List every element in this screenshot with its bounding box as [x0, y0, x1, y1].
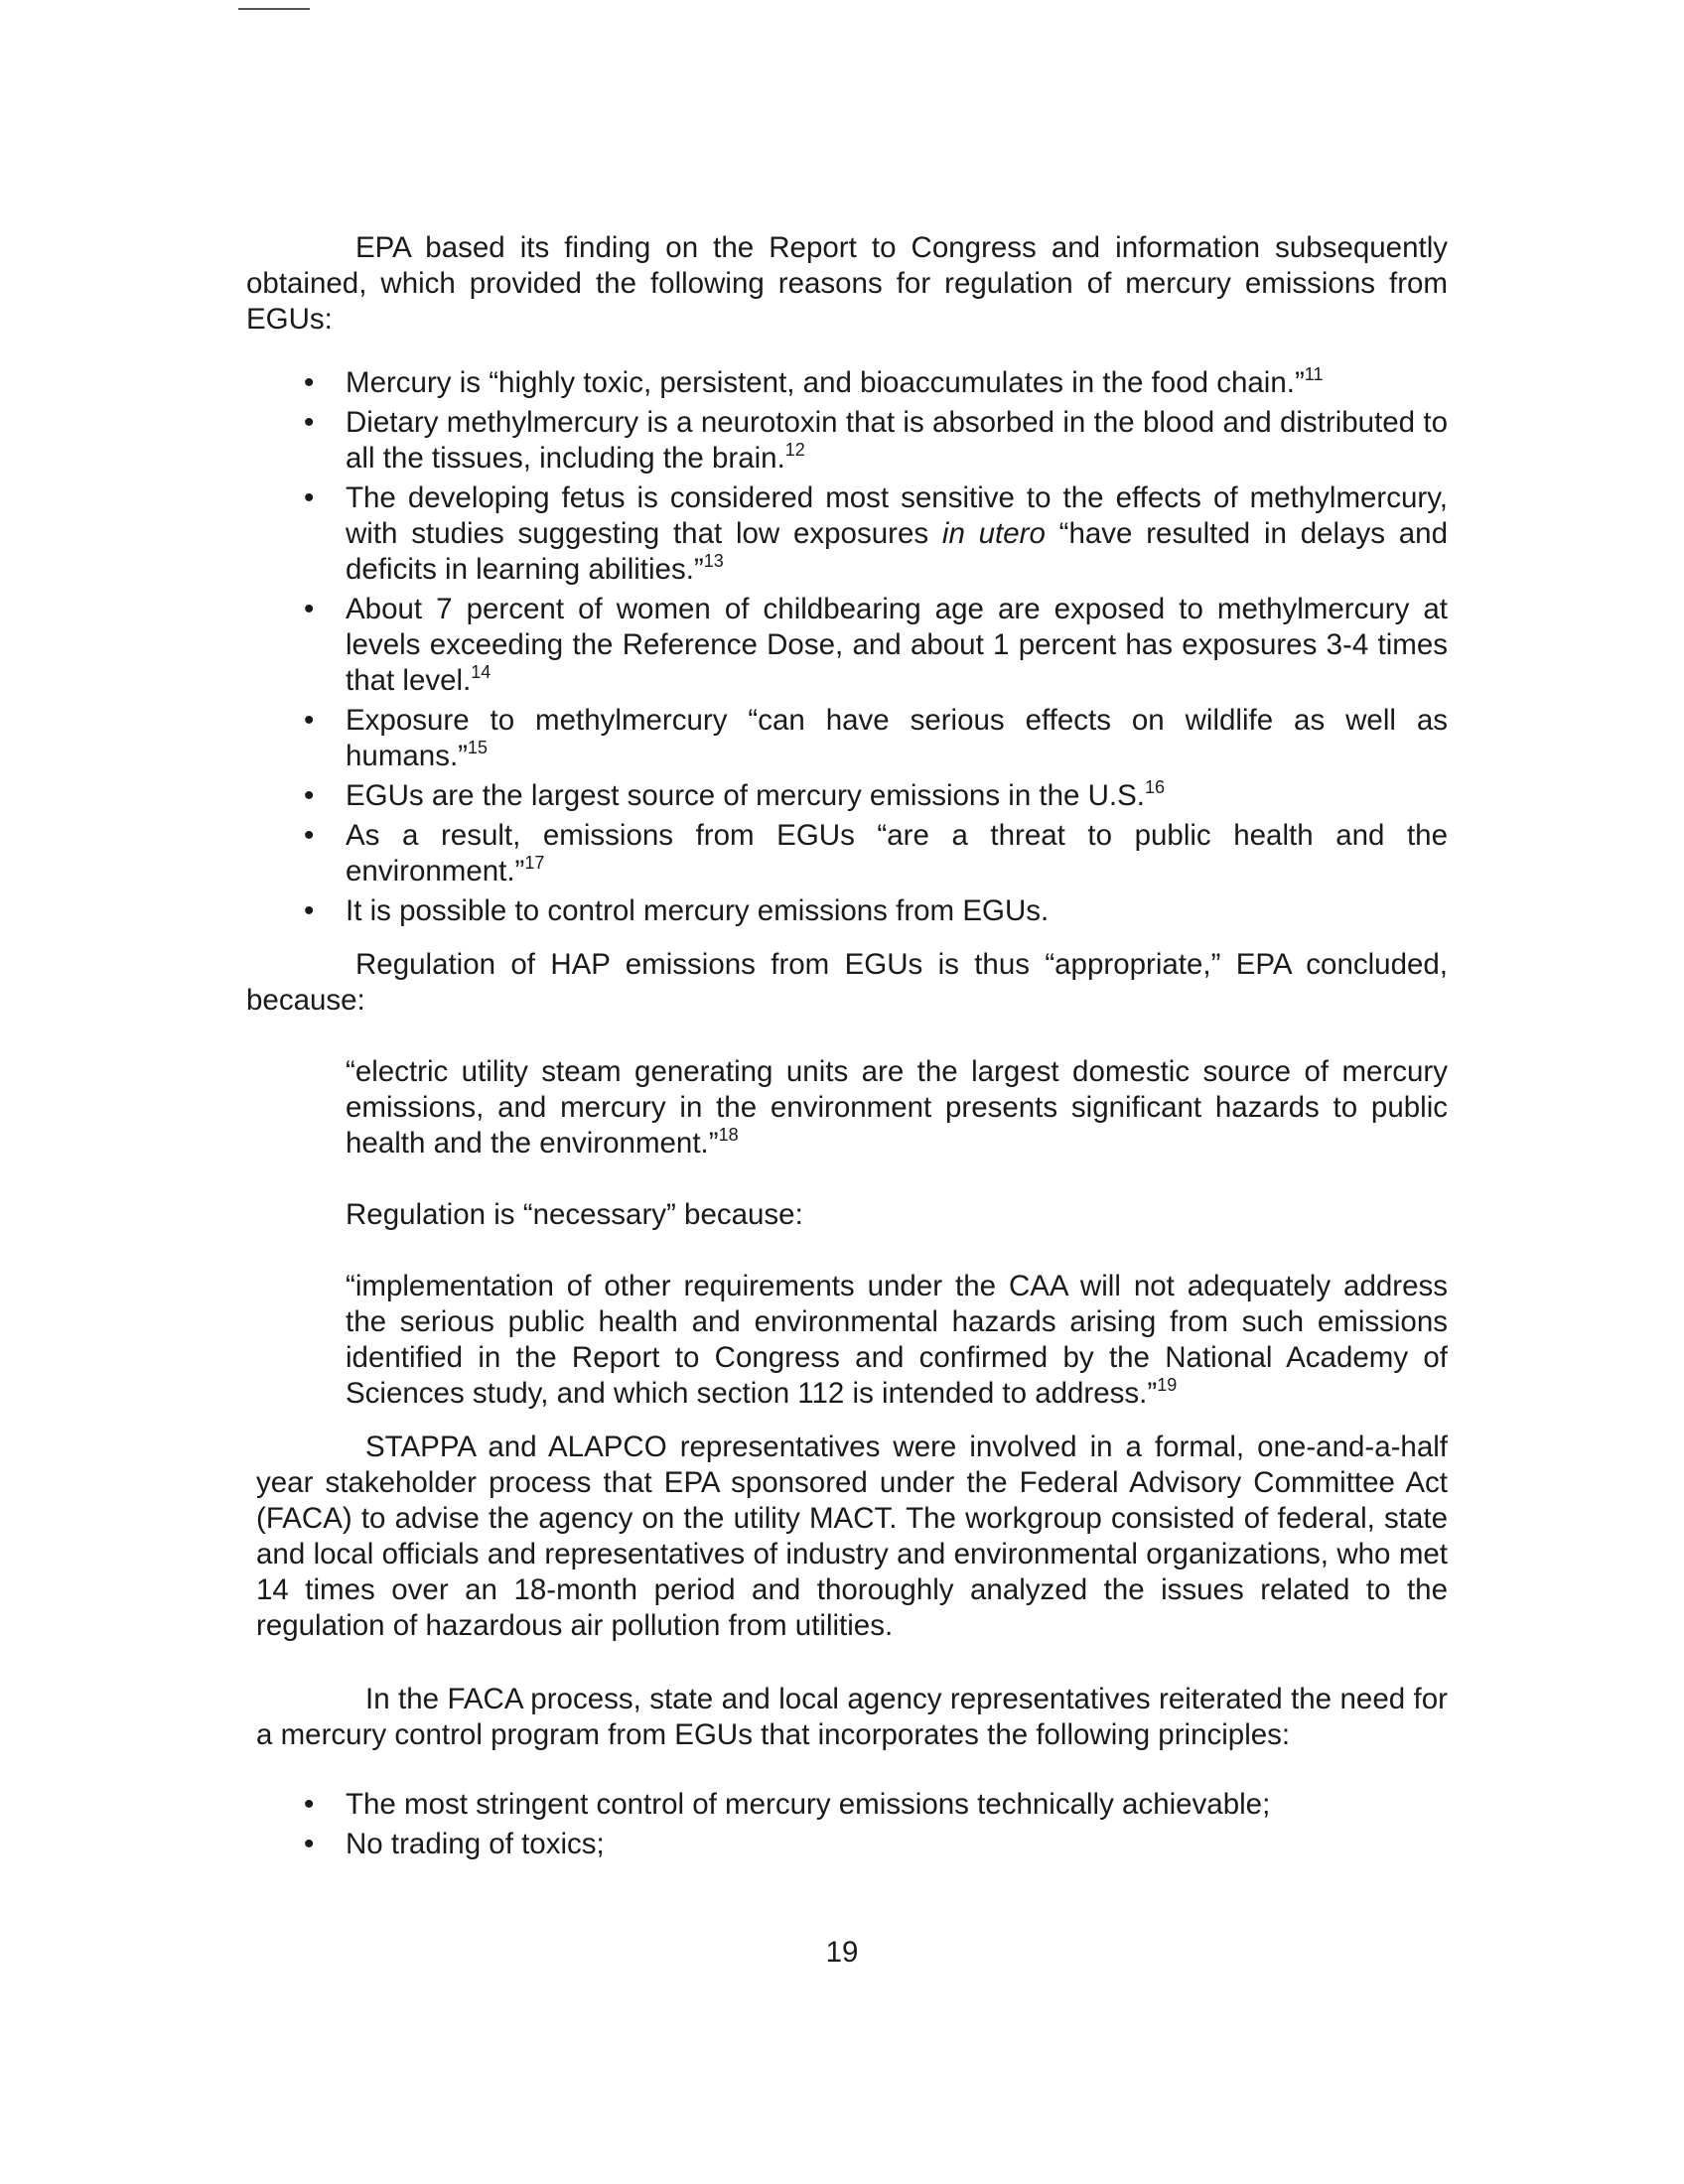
- necessary-paragraph: Regulation is “necessary” because:: [346, 1198, 803, 1231]
- block-quote-necessary: “implementation of other requirements under the CAA will not adequately address the serious public health and environmental hazards arising from such emissions identified in the Report to Congress and confirmed by the National Academy of Sciences study, and which section 112 is intended to address.”$^{19}$: [346, 1270, 1448, 1410]
- bullet-icon: •: [304, 1828, 315, 1860]
- reasons-list: [304, 364, 1448, 933]
- footnote-ref: 12: [784, 440, 805, 460]
- list-item: • No trading of toxics;: [304, 1828, 605, 1860]
- list-item: • About 7 percent of women of childbearing age are exposed to methylmercury at levels exceeding the Reference Dose, and about 1 percent has exposures 3-4 times that level.$^{14}$: [304, 593, 1448, 697]
- bullet-icon: •: [304, 593, 315, 625]
- footnote-ref: 17: [524, 853, 545, 873]
- faca-paragraph: In the FACA process, state and local agency representatives reiterated the need for a mercury control program from EGUs that incorporates the following principles:: [256, 1683, 1448, 1751]
- list-item: • EGUs are the largest source of mercury emissions in the U.S.$^{16}$: [304, 777, 1166, 812]
- list-item: • Mercury is “highly toxic, persistent, and bioaccumulates in the food chain.”$^{11}$: [304, 364, 1324, 399]
- bullet-icon: •: [304, 481, 315, 514]
- bullet-icon: •: [304, 1788, 315, 1821]
- bullet-icon: •: [304, 894, 315, 927]
- bullet-icon: •: [304, 406, 315, 439]
- scan-artifact-line: [238, 8, 310, 10]
- stappa-paragraph: STAPPA and ALAPCO representatives were involved in a formal, one-and-a-half year stakeholder process that EPA sponsored under the Federal Advisory Committee Act (FACA) to advise the agency on the utility MACT. The workgroup consisted of federal, state and local officials and representatives of industry and environmental organizations, who met 14 times over an 18-month period and thoroughly analyzed the issues related to the regulation of hazardous air pollution from utilities.: [256, 1431, 1448, 1642]
- list-item: • The developing fetus is considered most sensitive to the effects of methylmercury, with studies suggesting that low exposures in utero “have resulted in delays and deficits in learning abilities.”$^{13}$: [304, 481, 1448, 586]
- italic-text: in utero: [941, 517, 1046, 550]
- bullet-icon: •: [304, 819, 315, 852]
- bullet-icon: •: [304, 366, 315, 399]
- footnote-ref: 15: [467, 738, 489, 757]
- footnote-ref: 14: [471, 662, 491, 682]
- appropriate-paragraph: Regulation of HAP emissions from EGUs is thus “appropriate,” EPA concluded, because:: [246, 948, 1448, 1017]
- list-item: • It is possible to control mercury emissions from EGUs.: [304, 894, 1050, 927]
- bullet-icon: •: [304, 779, 315, 812]
- footnote-ref: 11: [1304, 364, 1324, 384]
- list-item: • Exposure to methylmercury “can have serious effects on wildlife as well as humans.”$^{15}$: [304, 704, 1448, 772]
- principles-list: [304, 1787, 1448, 1866]
- footnote-ref: 13: [703, 551, 724, 571]
- block-quote-appropriate: “electric utility steam generating units are the largest domestic source of mercury emissions, and mercury in the environment presents significant hazards to public health and the environment.”$^{18}$: [346, 1055, 1448, 1160]
- list-item: • The most stringent control of mercury emissions technically achievable;: [304, 1788, 1271, 1821]
- list-item: • Dietary methylmercury is a neurotoxin that is absorbed in the blood and distributed to all the tissues, including the brain.$^{12}$: [304, 406, 1448, 475]
- bullet-icon: •: [304, 704, 315, 737]
- page-number: 19: [825, 1936, 859, 1969]
- footnote-ref: 18: [718, 1125, 739, 1145]
- footnote-ref: 19: [1157, 1375, 1178, 1395]
- footnote-ref: 16: [1145, 777, 1166, 797]
- intro-paragraph: EPA based its finding on the Report to Congress and information subsequently obtained, which provided the following reasons for regulation of mercury emissions from EGUs:: [246, 231, 1448, 336]
- list-item: • As a result, emissions from EGUs “are a threat to public health and the environment.”$^{17}$: [304, 819, 1448, 887]
